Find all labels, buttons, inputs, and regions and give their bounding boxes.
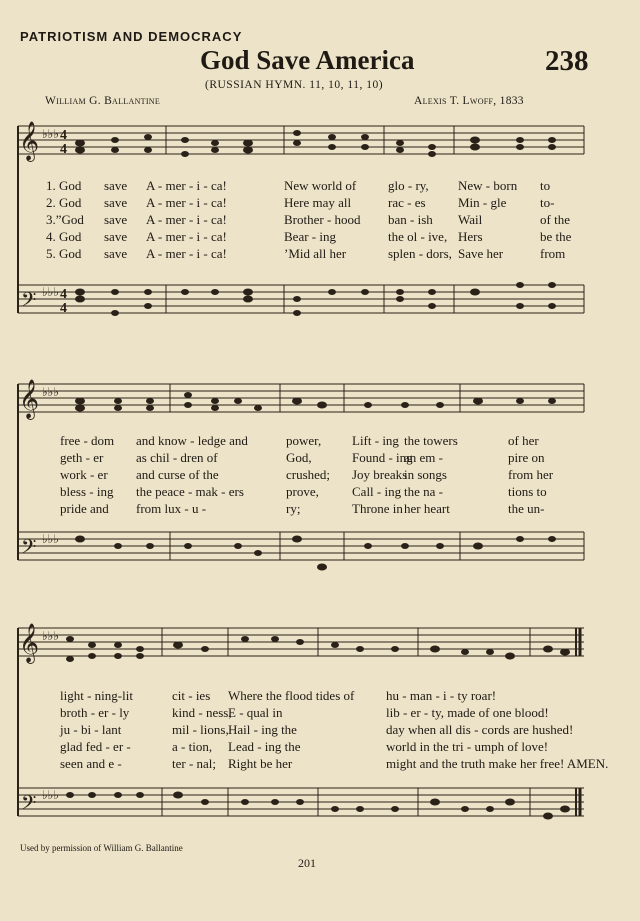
lyric-syllable: pire on — [508, 450, 545, 465]
svg-text:♭♭♭: ♭♭♭ — [42, 629, 59, 643]
lyric-syllable: ry; — [286, 501, 301, 516]
lyric-syllable: world in the tri - umph of love! — [386, 739, 549, 754]
lyric-syllable: the towers — [404, 433, 458, 448]
composer-credit: Alexis T. Lwoff, 1833 — [414, 95, 524, 107]
lyric-syllable: cit - ies — [172, 688, 211, 703]
lyric-syllable: in songs — [404, 467, 447, 482]
verse-block-2 — [0, 433, 640, 523]
lyric-syllable: save — [104, 246, 128, 261]
lyric-syllable: God, — [286, 450, 312, 465]
svg-text:♭♭♭: ♭♭♭ — [42, 127, 59, 141]
lyric-syllable: ter - nal; — [172, 756, 217, 771]
lyric-syllable: ban - ish — [388, 212, 433, 227]
lyric-syllable: might and the truth make her free! AMEN. — [386, 756, 609, 771]
svg-text:𝄢: 𝄢 — [21, 288, 37, 316]
lyric-syllable: 3.”God — [46, 212, 84, 227]
lyric-syllable: from lux - u - — [136, 501, 207, 516]
lyric-syllable: Wail — [458, 212, 483, 227]
lyric-syllable: geth - er — [60, 450, 104, 465]
lyric-syllable: the na - — [404, 484, 443, 499]
lyric-syllable: ju - bi - lant — [60, 722, 122, 737]
lyric-syllable: of her — [508, 433, 539, 448]
svg-text:♭♭♭: ♭♭♭ — [42, 285, 59, 299]
lyric-syllable: her heart — [404, 501, 450, 516]
lyric-syllable: lib - er - ty, made of one blood! — [386, 705, 549, 720]
lyric-syllable: A - mer - i - ca! — [146, 246, 227, 261]
lyric-syllable: crushed; — [286, 467, 331, 482]
lyric-syllable: A - mer - i - ca! — [146, 212, 227, 227]
lyric-syllable: A - mer - i - ca! — [146, 178, 227, 193]
svg-text:♭♭♭: ♭♭♭ — [42, 788, 59, 802]
lyric-syllable: rac - es — [388, 195, 426, 210]
lyric-syllable: tions to — [508, 484, 547, 499]
lyric-syllable: the un- — [508, 501, 545, 516]
lyric-syllable: Bear - ing — [284, 229, 336, 244]
svg-text:♭♭♭: ♭♭♭ — [42, 385, 59, 399]
lyric-syllable: Call - ing — [352, 484, 402, 499]
svg-text:𝄞: 𝄞 — [19, 121, 40, 161]
lyric-syllable: Hers — [458, 229, 483, 244]
lyric-syllable: mil - lions, — [172, 722, 229, 737]
lyric-syllable: A - mer - i - ca! — [146, 195, 227, 210]
hymn-number: 238 — [545, 45, 589, 77]
permission-credit: Used by permission of William G. Ballantine — [20, 843, 183, 853]
lyric-syllable: Throne in — [352, 501, 403, 516]
svg-text:4: 4 — [60, 142, 67, 157]
verse-block-3 — [0, 688, 640, 778]
lyric-syllable: Found - ing — [352, 450, 413, 465]
author-credit: William G. Ballantine — [45, 95, 161, 107]
lyric-syllable: kind - ness, — [172, 705, 232, 720]
verse-block-1 — [0, 178, 640, 268]
lyric-syllable: Where the flood tides of — [228, 688, 355, 703]
hymn-title: God Save America — [200, 45, 415, 75]
lyric-syllable: and know - ledge and — [136, 433, 248, 448]
lyric-syllable: seen and e - — [60, 756, 122, 771]
lyric-syllable: New - born — [458, 178, 518, 193]
svg-text:𝄞: 𝄞 — [19, 379, 40, 419]
lyric-syllable: hu - man - i - ty roar! — [386, 688, 497, 703]
lyric-syllable: the peace - mak - ers — [136, 484, 244, 499]
lyric-syllable: 4. God — [46, 229, 82, 244]
lyric-syllable: 5. God — [46, 246, 82, 261]
lyric-syllable: from — [540, 246, 566, 261]
lyric-syllable: day when all dis - cords are hushed! — [386, 722, 574, 737]
lyric-syllable: light - ning-lit — [60, 688, 133, 703]
lyric-syllable: work - er — [60, 467, 108, 482]
lyric-syllable: be the — [540, 229, 572, 244]
lyric-syllable: power, — [286, 433, 322, 448]
lyric-syllable: Lift - ing — [352, 433, 399, 448]
svg-text:4: 4 — [60, 287, 67, 302]
lyric-syllable: free - dom — [60, 433, 115, 448]
lyric-syllable: a - tion, — [172, 739, 213, 754]
lyric-syllable: the ol - ive, — [388, 229, 448, 244]
lyric-syllable: broth - er - ly — [60, 705, 130, 720]
lyric-syllable: bless - ing — [60, 484, 114, 499]
lyric-syllable: an em - — [404, 450, 443, 465]
lyric-syllable: glad fed - er - — [60, 739, 131, 754]
lyric-syllable: A - mer - i - ca! — [146, 229, 227, 244]
lyric-syllable: glo - ry, — [388, 178, 429, 193]
lyric-syllable: and curse of the — [136, 467, 219, 482]
lyric-syllable: Right be her — [228, 756, 293, 771]
lyric-syllable: Brother - hood — [284, 212, 361, 227]
lyric-syllable: as chil - dren of — [136, 450, 218, 465]
svg-text:4: 4 — [60, 128, 67, 143]
lyric-syllable: Joy breaks — [352, 467, 408, 482]
lyric-syllable: Here may all — [284, 195, 352, 210]
svg-text:𝄢: 𝄢 — [21, 535, 37, 563]
lyric-syllable: Hail - ing the — [228, 722, 297, 737]
tune-name: (RUSSIAN HYMN. 11, 10, 11, 10) — [205, 79, 384, 91]
section-heading: PATRIOTISM AND DEMOCRACY — [20, 29, 243, 44]
lyric-syllable: 2. God — [46, 195, 82, 210]
svg-text:4: 4 — [60, 301, 67, 316]
lyric-syllable: Save her — [458, 246, 504, 261]
lyric-syllable: Min - gle — [458, 195, 507, 210]
lyric-syllable: of the — [540, 212, 570, 227]
svg-text:♭♭♭: ♭♭♭ — [42, 532, 59, 546]
svg-text:𝄞: 𝄞 — [19, 623, 40, 663]
page-number: 201 — [298, 856, 316, 870]
lyric-syllable: splen - dors, — [388, 246, 452, 261]
lyric-syllable: save — [104, 178, 128, 193]
lyric-syllable: E - qual in — [228, 705, 283, 720]
lyric-syllable: prove, — [286, 484, 319, 499]
lyric-syllable: save — [104, 229, 128, 244]
lyric-syllable: from her — [508, 467, 554, 482]
lyric-syllable: save — [104, 195, 128, 210]
svg-text:𝄢: 𝄢 — [21, 791, 37, 819]
lyric-syllable: to — [540, 178, 551, 193]
lyric-syllable: New world of — [284, 178, 357, 193]
lyric-syllable: to- — [540, 195, 555, 210]
lyric-syllable: save — [104, 212, 128, 227]
lyric-syllable: ’Mid all her — [284, 246, 347, 261]
lyric-syllable: Lead - ing the — [228, 739, 301, 754]
lyric-syllable: pride and — [60, 501, 109, 516]
lyric-syllable: 1. God — [46, 178, 82, 193]
